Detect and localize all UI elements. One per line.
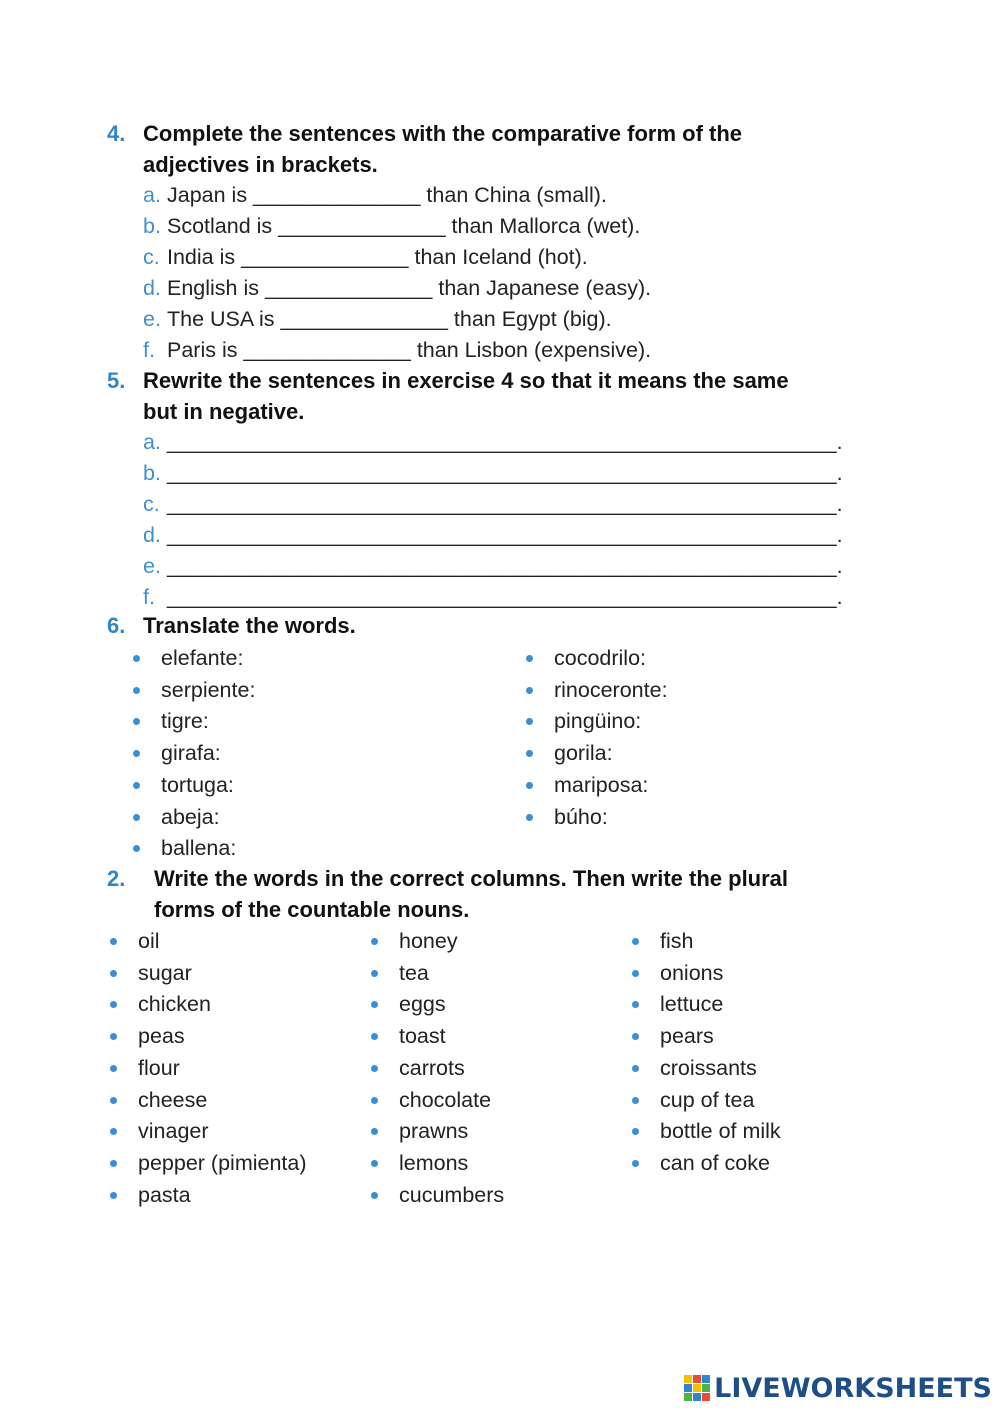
exercise-number: 4. [107, 121, 126, 146]
word-text: carrots [399, 1055, 465, 1080]
logo-text: LIVEWORKSHEETS [714, 1372, 992, 1404]
word-text: pepper (pimienta) [138, 1150, 307, 1175]
word-text: oil [138, 929, 160, 953]
word-text: lettuce [660, 992, 724, 1017]
item-letter: a. [143, 183, 161, 207]
item-text: ________________________________________________________. [167, 492, 843, 516]
item-letter: c. [143, 245, 160, 269]
bullet-icon [526, 687, 533, 694]
item-text: ________________________________________________________. [167, 523, 843, 547]
exercise-title-line1: Rewrite the sentences in exercise 4 so that it means the same [143, 368, 789, 393]
bullet-icon [133, 655, 140, 662]
word-text: sugar [138, 960, 192, 985]
item-letter: f. [143, 585, 155, 609]
word-text: gorila: [554, 741, 613, 766]
word-text: can of coke [660, 1150, 770, 1175]
word-text: onions [660, 960, 724, 985]
bullet-icon [526, 718, 533, 725]
word-text: pears [660, 1024, 714, 1049]
exercise-5-heading [0, 365, 1000, 427]
bullet-icon [133, 718, 140, 725]
item-text: ________________________________________________________. [167, 461, 843, 485]
word-text: mariposa: [554, 772, 649, 797]
bullet-icon [110, 970, 117, 977]
item-letter: a. [143, 430, 161, 454]
bullet-icon [632, 970, 639, 977]
word-text: tea [399, 960, 429, 985]
exercise-title-line2: but in negative. [143, 399, 305, 424]
bullet-icon [632, 938, 639, 945]
word-text: pasta [138, 1182, 191, 1207]
word-text: honey [399, 929, 458, 953]
bullet-icon [632, 1097, 639, 1104]
bullet-icon [632, 1160, 639, 1167]
bullet-icon [133, 845, 140, 852]
word-text: girafa: [161, 741, 221, 766]
bullet-icon [371, 1033, 378, 1040]
item-text: ________________________________________________________. [167, 430, 843, 454]
item-text: English is ______________ than Japanese (easy). [167, 276, 652, 300]
bullet-icon [371, 1128, 378, 1135]
bullet-icon [110, 1128, 117, 1135]
exercise-number: 5. [107, 368, 126, 393]
bullet-icon [371, 1192, 378, 1199]
word-text: toast [399, 1024, 446, 1049]
word-text: tigre: [161, 709, 209, 734]
bullet-icon [371, 1097, 378, 1104]
item-letter: d. [143, 276, 161, 300]
bullet-icon [371, 970, 378, 977]
item-letter: e. [143, 554, 161, 578]
item-text: ________________________________________________________. [167, 585, 843, 609]
exercise-number: 6. [107, 613, 126, 638]
bullet-icon [526, 750, 533, 757]
exercise-title-line1: Write the words in the correct columns. Then write the plural [154, 866, 789, 891]
bullet-icon [133, 750, 140, 757]
item-letter: b. [143, 214, 161, 238]
word-text: cucumbers [399, 1182, 505, 1207]
exercise-title-line1: Complete the sentences with the comparative form of the [143, 121, 743, 146]
bullet-icon [371, 1160, 378, 1167]
word-text: abeja: [161, 804, 220, 829]
bullet-icon [110, 1097, 117, 1104]
bullet-icon [110, 1065, 117, 1072]
word-text: bottle of milk [660, 1119, 781, 1144]
bullet-icon [526, 655, 533, 662]
liveworksheets-logo [684, 1371, 992, 1405]
word-text: tortuga: [161, 772, 234, 797]
bullet-icon [526, 782, 533, 789]
exercise-title: Translate the words. [143, 613, 356, 638]
bullet-icon [110, 1001, 117, 1008]
item-text: The USA is ______________ than Egypt (big). [167, 307, 612, 331]
word-text: búho: [554, 804, 608, 829]
word-text: chicken [138, 992, 211, 1017]
bullet-icon [110, 1033, 117, 1040]
word-text: chocolate [399, 1087, 492, 1112]
word-text: cup of tea [660, 1087, 755, 1112]
bullet-icon [371, 1001, 378, 1008]
bullet-icon [526, 814, 533, 821]
bullet-icon [133, 687, 140, 694]
bullet-icon [110, 1192, 117, 1199]
bullet-icon [133, 814, 140, 821]
liveworksheets-logo-icon [684, 1375, 710, 1401]
word-text: pingüino: [554, 709, 642, 734]
exercise-2-heading [0, 863, 1000, 925]
word-text: cheese [138, 1087, 208, 1112]
word-text: ballena: [161, 836, 237, 861]
bullet-icon [632, 1033, 639, 1040]
word-text: prawns [399, 1119, 469, 1144]
item-text: Japan is ______________ than China (small). [167, 183, 607, 207]
exercise-6-heading [0, 610, 1000, 641]
word-text: serpiente: [161, 677, 256, 702]
word-text: croissants [660, 1055, 757, 1080]
item-letter: f. [143, 338, 155, 362]
bullet-icon [632, 1001, 639, 1008]
word-text: eggs [399, 992, 446, 1017]
bullet-icon [371, 938, 378, 945]
exercise-4-heading [0, 118, 1000, 180]
word-text: vinager [138, 1119, 209, 1144]
bullet-icon [371, 1065, 378, 1072]
word-text: rinoceronte: [554, 677, 668, 702]
bullet-icon [110, 1160, 117, 1167]
exercise-number: 2. [107, 866, 126, 891]
bullet-icon [133, 782, 140, 789]
item-text: India is ______________ than Iceland (hot). [167, 245, 588, 269]
word-text: cocodrilo: [554, 646, 647, 670]
word-text: flour [138, 1055, 180, 1080]
item-letter: b. [143, 461, 161, 485]
bullet-icon [632, 1128, 639, 1135]
word-text: elefante: [161, 646, 244, 670]
exercise-title-line2: adjectives in brackets. [143, 152, 378, 177]
item-text: Paris is ______________ than Lisbon (expensive). [167, 338, 652, 362]
item-letter: c. [143, 492, 160, 516]
word-text: peas [138, 1024, 185, 1049]
word-text: fish [660, 929, 694, 953]
item-text: ________________________________________________________. [167, 554, 843, 578]
item-letter: d. [143, 523, 161, 547]
bullet-icon [632, 1065, 639, 1072]
word-text: lemons [399, 1150, 469, 1175]
bullet-icon [110, 938, 117, 945]
item-text: Scotland is ______________ than Mallorca (wet). [167, 214, 641, 238]
item-letter: e. [143, 307, 161, 331]
exercise-title-line2: forms of the countable nouns. [154, 897, 470, 922]
